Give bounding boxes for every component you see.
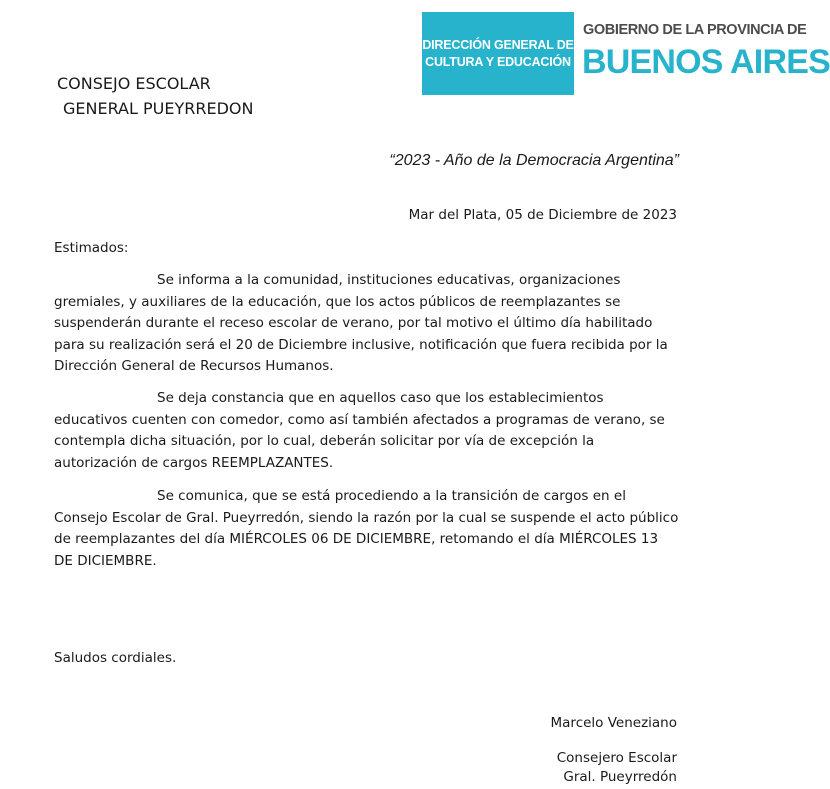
letter-date: Mar del Plata, 05 de Diciembre de 2023 xyxy=(408,207,677,223)
council-name-line-2: GENERAL PUEYRREDON xyxy=(63,99,254,118)
direccion-general-logo xyxy=(422,12,574,95)
signer-title-line-2: Gral. Pueyrredón xyxy=(563,769,677,785)
signer-title-line-1: Consejero Escolar xyxy=(556,750,677,766)
signer-name: Marcelo Veneziano xyxy=(550,715,677,731)
signer-title xyxy=(557,749,677,787)
government-label: GOBIERNO DE LA PROVINCIA DE xyxy=(583,22,807,38)
logo-line-2: CULTURA Y EDUCACIÓN xyxy=(425,54,571,69)
closing-salutation: Saludos cordiales. xyxy=(54,650,177,666)
body-paragraph-3: Se comunica, que se está procediendo a la transición de cargos en el Consejo Escolar de Gral. Pueyrredón, siendo la razón por la cual se suspende el acto público de reemplazantes del día MIÉRCOLES 06 DE DICIEMBRE, retomando el día MIÉRCOLES 13 DE DICIEMBRE. xyxy=(54,488,679,569)
logo-line-1: DIRECCIÓN GENERAL DE xyxy=(422,37,574,52)
body-paragraph-2: Se deja constancia que en aquellos caso que los establecimientos educativos cuenten con comedor, como así también afectados a programas de verano, se contempla dicha situación, por lo cual, deberán solicitar por vía de excepción la autorización de cargos REEMPLAZANTES. xyxy=(54,390,665,471)
body-paragraph-1: Se informa a la comunidad, instituciones educativas, organizaciones gremiales, y auxiliares de la educación, que los actos públicos de reemplazantes se suspenderán durante el receso escolar de verano, por tal motivo el último día habilitado para su realización será el 20 de Diciembre inclusive, notificación que fuera recibida por la Dirección General de Recursos Humanos. xyxy=(54,272,668,374)
year-motto: “2023 - Año de la Democracia Argentina” xyxy=(389,152,679,169)
council-name-line-1: CONSEJO ESCOLAR xyxy=(57,74,211,93)
greeting: Estimados: xyxy=(54,240,129,256)
province-name: BUENOS AIRES xyxy=(582,43,830,81)
